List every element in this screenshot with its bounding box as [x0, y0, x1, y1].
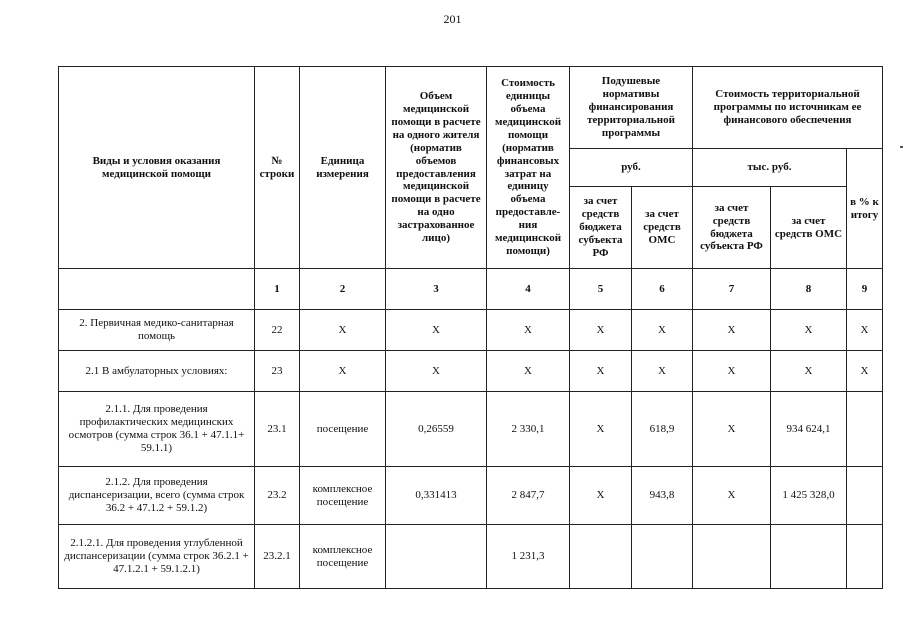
row-tc-oms: 934 624,1 [771, 392, 847, 467]
row-volume: 0,26559 [386, 392, 487, 467]
row-unit: комплексное посещение [300, 525, 386, 589]
row-pc-oms: 618,9 [632, 392, 693, 467]
row-percent [847, 467, 883, 525]
row-percent: Х [847, 351, 883, 392]
row-line-number: 22 [255, 310, 300, 351]
row-pc-budget [570, 525, 632, 589]
row-tc-oms: 1 425 328,0 [771, 467, 847, 525]
row-percent [847, 392, 883, 467]
header-pc-oms: за счет средств ОМС [632, 187, 693, 269]
row-tc-budget [693, 525, 771, 589]
row-line-number: 23.2 [255, 467, 300, 525]
column-number-cell: 9 [847, 269, 883, 310]
row-tc-oms [771, 525, 847, 589]
row-volume: Х [386, 310, 487, 351]
row-unit-cost: 2 847,7 [487, 467, 570, 525]
header-pc-budget: за счет средств бюджета субъекта РФ [570, 187, 632, 269]
row-unit-cost: Х [487, 310, 570, 351]
column-number-row [59, 269, 883, 310]
row-pc-oms: Х [632, 310, 693, 351]
row-unit-cost: 2 330,1 [487, 392, 570, 467]
header-per-capita-group: Подушевые нормативы финансирования территориальной программы [570, 67, 693, 149]
table-row [59, 392, 883, 467]
scan-speck [900, 146, 903, 148]
column-number-cell: 5 [570, 269, 632, 310]
row-name: 2.1 В амбулаторных условиях: [59, 351, 255, 392]
row-unit: комплексное посещение [300, 467, 386, 525]
header-percent: в % к итогу [847, 149, 883, 269]
row-line-number: 23 [255, 351, 300, 392]
column-number-cell: 2 [300, 269, 386, 310]
row-tc-budget: Х [693, 467, 771, 525]
row-pc-oms: 943,8 [632, 467, 693, 525]
row-percent: Х [847, 310, 883, 351]
row-pc-budget: Х [570, 351, 632, 392]
row-volume: Х [386, 351, 487, 392]
row-name: 2.1.2. Для проведения диспансеризации, всего (сумма строк 36.2 + 47.1.2 + 59.1.2) [59, 467, 255, 525]
row-pc-budget: Х [570, 467, 632, 525]
column-number-cell: 6 [632, 269, 693, 310]
header-tc-oms: за счет средств ОМС [771, 187, 847, 269]
column-number-cell: 1 [255, 269, 300, 310]
header-rub: руб. [570, 149, 693, 187]
row-unit: Х [300, 310, 386, 351]
header-tc-budget: за счет средств бюджета субъекта РФ [693, 187, 771, 269]
header-thous-rub: тыс. руб. [693, 149, 847, 187]
column-number-cell [59, 269, 255, 310]
row-unit-cost: 1 231,3 [487, 525, 570, 589]
column-number-cell: 4 [487, 269, 570, 310]
header-care-types: Виды и условия оказания медицинской помощи [59, 67, 255, 269]
row-unit: посещение [300, 392, 386, 467]
row-name: 2.1.1. Для проведения профилактических медицинских осмотров (сумма строк 36.1 + 47.1.1+ 59.1.1) [59, 392, 255, 467]
table-row [59, 351, 883, 392]
row-name: 2.1.2.1. Для проведения углубленной диспансеризации (сумма строк 36.2.1 + 47.1.2.1 + 59.1.2.1) [59, 525, 255, 589]
row-name: 2. Первичная медико-санитарная помощь [59, 310, 255, 351]
row-pc-oms: Х [632, 351, 693, 392]
table-row [59, 467, 883, 525]
row-pc-budget: Х [570, 310, 632, 351]
row-tc-oms: Х [771, 351, 847, 392]
row-pc-budget: Х [570, 392, 632, 467]
row-tc-oms: Х [771, 310, 847, 351]
row-unit: Х [300, 351, 386, 392]
cost-table [58, 66, 883, 589]
header-line-number: № строки [255, 67, 300, 269]
table-row [59, 525, 883, 589]
row-tc-budget: Х [693, 351, 771, 392]
row-volume [386, 525, 487, 589]
column-number-cell: 3 [386, 269, 487, 310]
row-volume: 0,331413 [386, 467, 487, 525]
row-unit-cost: Х [487, 351, 570, 392]
row-pc-oms [632, 525, 693, 589]
column-number-cell: 7 [693, 269, 771, 310]
column-number-cell: 8 [771, 269, 847, 310]
header-volume: Объем медицинской помощи в расчете на одного жителя (норматив объемов предоставления медицинской помощи в расчете на одно застрахованное лицо) [386, 67, 487, 269]
row-tc-budget: Х [693, 310, 771, 351]
row-line-number: 23.1 [255, 392, 300, 467]
header-program-cost-group: Стоимость территориальной программы по источникам ее финансового обеспечения [693, 67, 883, 149]
row-line-number: 23.2.1 [255, 525, 300, 589]
row-tc-budget: Х [693, 392, 771, 467]
header-unit: Единица измерения [300, 67, 386, 269]
page-number: 201 [443, 12, 462, 26]
row-percent [847, 525, 883, 589]
header-unit-cost: Стоимость единицы объема медицинской помощи (норматив финансовых затрат на единицу объема предоставле-ния медицинской помощи) [487, 67, 570, 269]
table-row [59, 310, 883, 351]
